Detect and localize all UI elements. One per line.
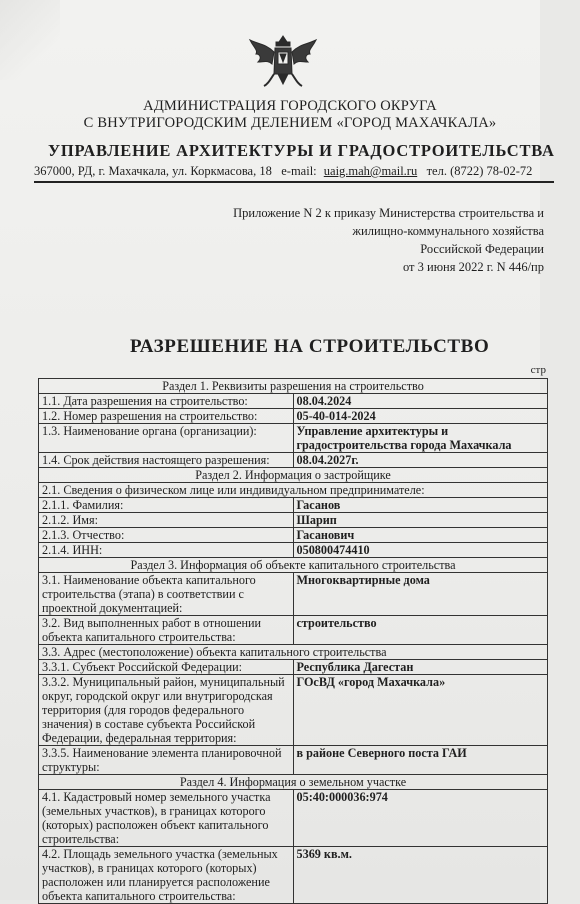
row-value: Шарип: [293, 513, 548, 528]
table-row: [39, 498, 548, 513]
row-value: 08.04.2024: [293, 394, 548, 409]
row-value: 5369 кв.м.: [293, 847, 548, 904]
email-label: e-mail:: [281, 164, 317, 178]
paper-fold: [0, 0, 60, 80]
row-label: 4.2. Площадь земельного участка (земельных участков), в границах которого (которых) расположен или планируется расположение объекта капитального строительства:: [39, 847, 294, 904]
row-label: 3.3.1. Субъект Российской Федерации:: [39, 660, 294, 675]
contact-line: [34, 164, 554, 183]
phone-number: тел. (8722) 78-02-72: [426, 164, 533, 178]
document-title: РАЗРЕШЕНИЕ НА СТРОИТЕЛЬСТВО: [130, 336, 490, 357]
row-value: строительство: [293, 616, 548, 645]
row-value: в районе Северного поста ГАИ: [293, 746, 548, 775]
row-value: Многоквартирные дома: [293, 573, 548, 616]
row-label: 3.3.2. Муниципальный район, муниципальный округ, городской округ или внутригородская территория (для городов федерального значения) в составе субъекта Российской Федерации, федеральная территория:: [39, 675, 294, 746]
city-coat-of-arms-emblem: [248, 30, 318, 88]
section-row: [39, 468, 548, 483]
row-label: 1.4. Срок действия настоящего разрешения:: [39, 453, 294, 468]
table-row: [39, 616, 548, 645]
table-row: [39, 573, 548, 616]
row-label: 2.1.2. Имя:: [39, 513, 294, 528]
row-value: 050800474410: [293, 543, 548, 558]
table-row: [39, 513, 548, 528]
permit-table: [38, 378, 548, 904]
appendix-line-2: жилищно-коммунального хозяйства: [352, 224, 544, 238]
table-row: [39, 675, 548, 746]
row-value: Управление архитектуры и градостроительства города Махачкала: [293, 424, 548, 453]
row-value: Республика Дагестан: [293, 660, 548, 675]
section-2-1-heading: 2.1. Сведения о физическом лице или индивидуальном предпринимателе:: [39, 483, 548, 498]
row-label: 4.1. Кадастровый номер земельного участка (земельных участков), в границах которого (которых) расположен объект капитального строительства:: [39, 790, 294, 847]
administration-line-1: АДМИНИСТРАЦИЯ ГОРОДСКОГО ОКРУГА: [143, 98, 437, 114]
row-value: 08.04.2027г.: [293, 453, 548, 468]
section-1-heading: Раздел 1. Реквизиты разрешения на строительство: [39, 379, 548, 394]
row-value: ГОсВД «город Махачкала»: [293, 675, 548, 746]
administration-line-2: С ВНУТРИГОРОДСКИМ ДЕЛЕНИЕМ «ГОРОД МАХАЧКАЛА»: [83, 115, 497, 131]
section-row: [39, 558, 548, 573]
appendix-note: [233, 204, 544, 276]
table-row: [39, 424, 548, 453]
row-label: 1.2. Номер разрешения на строительство:: [39, 409, 294, 424]
table-row: [39, 847, 548, 904]
appendix-line-4: от 3 июня 2022 г. N 446/пр: [402, 260, 544, 274]
section-row: [39, 775, 548, 790]
administration-header: [0, 98, 580, 132]
table-row: [39, 394, 548, 409]
table-row: [39, 409, 548, 424]
row-label: 3.1. Наименование объекта капитального строительства (этапа) в соответствии с проектной документацией:: [39, 573, 294, 616]
subsection-row: [39, 645, 548, 660]
row-value: 05:40:000036:974: [293, 790, 548, 847]
email-link[interactable]: uaig.mah@mail.ru: [323, 164, 418, 178]
section-2-heading: Раздел 2. Информация о застройщике: [39, 468, 548, 483]
section-row: [39, 379, 548, 394]
table-row: [39, 453, 548, 468]
row-label: 2.1.3. Отчество:: [39, 528, 294, 543]
page-number-stub: стр: [530, 364, 546, 376]
section-4-heading: Раздел 4. Информация о земельном участке: [39, 775, 548, 790]
postal-address: 367000, РД, г. Махачкала, ул. Коркмасова, 18: [34, 164, 272, 178]
table-row: [39, 746, 548, 775]
row-value: Гасанов: [293, 498, 548, 513]
row-label: 1.1. Дата разрешения на строительство:: [39, 394, 294, 409]
row-label: 3.2. Вид выполненных работ в отношении объекта капитального строительства:: [39, 616, 294, 645]
row-label: 2.1.4. ИНН:: [39, 543, 294, 558]
row-label: 3.3.5. Наименование элемента планировочной структуры:: [39, 746, 294, 775]
appendix-line-1: Приложение N 2 к приказу Министерства строительства и: [233, 206, 544, 220]
department-name: УПРАВЛЕНИЕ АРХИТЕКТУРЫ И ГРАДОСТРОИТЕЛЬСТВА: [48, 141, 555, 160]
section-3-heading: Раздел 3. Информация об объекте капитального строительства: [39, 558, 548, 573]
section-3-3-heading: 3.3. Адрес (местоположение) объекта капитального строительства: [39, 645, 548, 660]
subsection-row: [39, 483, 548, 498]
row-value: 05-40-014-2024: [293, 409, 548, 424]
table-row: [39, 528, 548, 543]
row-label: 1.3. Наименование органа (организации):: [39, 424, 294, 453]
table-row: [39, 543, 548, 558]
row-label: 2.1.1. Фамилия:: [39, 498, 294, 513]
table-row: [39, 660, 548, 675]
row-value: Гасанович: [293, 528, 548, 543]
table-row: [39, 790, 548, 847]
appendix-line-3: Российской Федерации: [420, 242, 544, 256]
